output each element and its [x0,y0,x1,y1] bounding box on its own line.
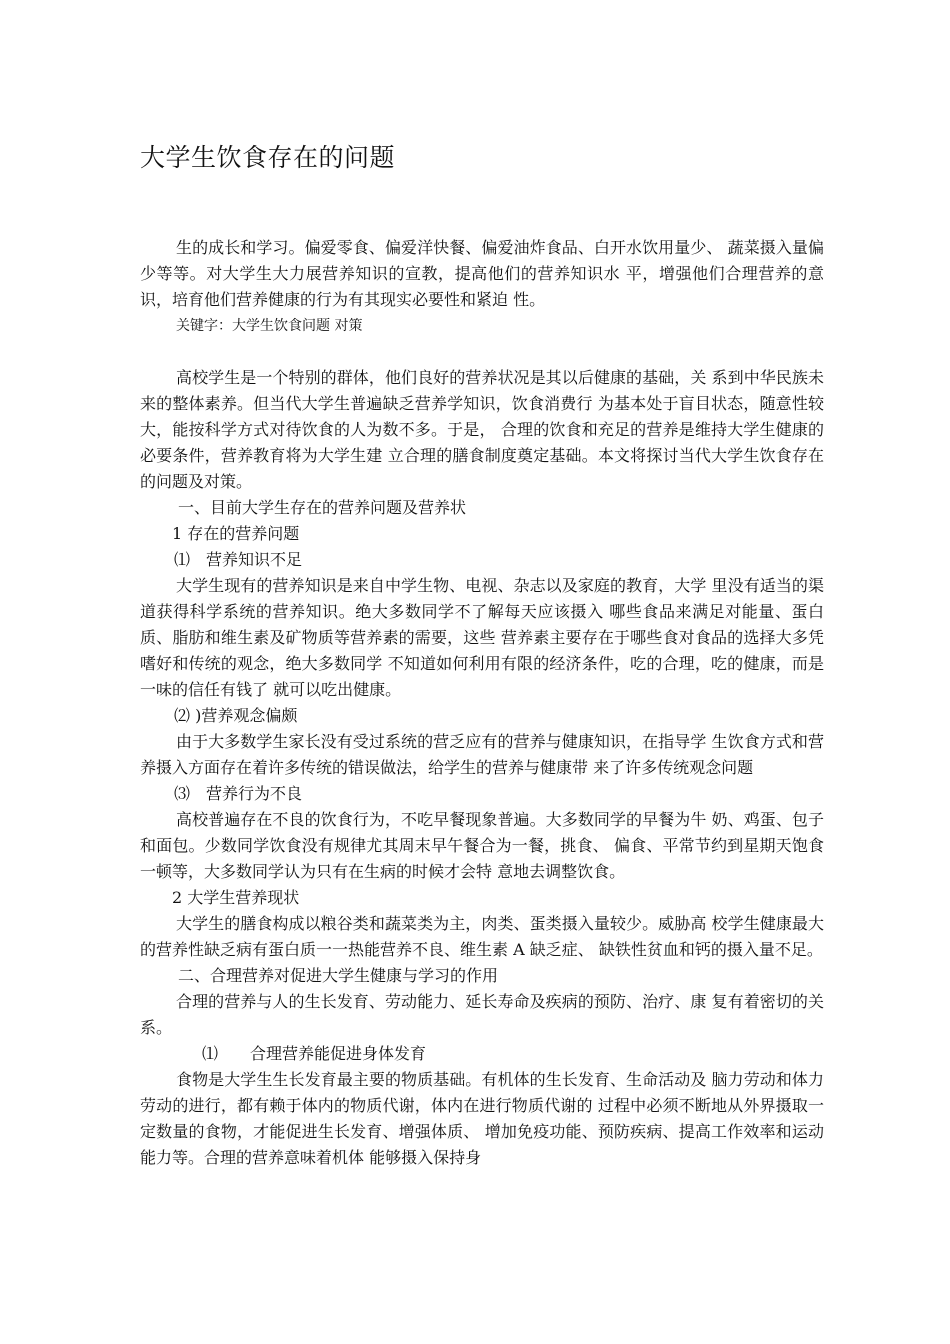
subsection-heading-2: 2 大学生营养现状 [172,888,300,907]
document-title: 大学生饮食存在的问题 [140,143,396,172]
keywords-line: 关键字：大学生饮食问题 对策 [176,318,363,334]
abstract-paragraph: 生的成长和学习。偏爱零食、偏爱洋快餐、偏爱油炸食品、白开水饮用量少、 蔬菜摄入量偏少等等。对大学生大力展营养知识的宣教，提高他们的营养知识水 平，增强他们合理营养的意识，培育他们营养健康的行为有其现实必要性和紧迫 性。 [140,238,824,309]
section-heading-1: 一、目前大学生存在的营养问题及营养状 [178,498,467,517]
spacer [140,339,824,365]
item-paragraph-2: 由于大多数学生家长没有受过系统的营乏应有的营养与健康知识，在指导学 生饮食方式和营养摄入方面存在着许多传统的错误做法，给学生的营养与健康带 来了许多传统观念问题 [140,732,824,777]
section-heading-2: 二、合理营养对促进大学生健康与学习的作用 [178,966,499,985]
item-heading-2: ⑵ )营养观念偏颇 [174,706,298,725]
document-body [140,235,824,1171]
subsection-heading-1: 1 存在的营养问题 [172,524,300,543]
intro-paragraph: 高校学生是一个特别的群体，他们良好的营养状况是其以后健康的基础，关 系到中华民族未来的整体素养。但当代大学生普遍缺乏营养学知识，饮食消费行 为基本处于盲目状态，随意性较大，能按科学方式对待饮食的人为数不多。于是， 合理的饮食和充足的营养是维持大学生健康的必要条件，营养教育将为大学生建 立合理的膳食制度奠定基础。本文将探讨当代大学生饮食存在的问题及对策。 [140,368,824,491]
item-paragraph-1: 大学生现有的营养知识是来自中学生物、电视、杂志以及家庭的教育，大学 里没有适当的渠道获得科学系统的营养知识。绝大多数同学不了解每天应该摄入 哪些食品来满足对能量、蛋白质、脂肪和维生素及矿物质等营养素的需要，这些 营养素主要存在于哪些食对食品的选择大多凭嗜好和传统的观念，绝大多数同学 不知道如何利用有限的经济条件，吃的合理，吃的健康，而是一味的信任有钱了 就可以吃出健康。 [140,576,824,699]
item-heading-s2-1: ⑴ 合理营养能促进身体发育 [202,1044,427,1063]
subsection-paragraph-2: 大学生的膳食构成以粮谷类和蔬菜类为主，肉类、蛋类摄入量较少。威胁高 校学生健康最大的营养性缺乏病有蛋白质一一热能营养不良、维生素 A 缺乏症、 缺铁性贫血和钙的摄入量不足。 [140,914,824,959]
section-paragraph-2: 合理的营养与人的生长发育、劳动能力、延长寿命及疾病的预防、治疗、康 复有着密切的关系。 [140,992,824,1037]
item-paragraph-3: 高校普遍存在不良的饮食行为，不吃早餐现象普遍。大多数同学的早餐为牛 奶、鸡蛋、包子和面包。少数同学饮食没有规律尤其周末早午餐合为一餐，挑食、 偏食、平常节约到星期天饱食一顿等，大多数同学认为只有在生病的时候才会特 意地去调整饮食。 [140,810,824,881]
item-heading-3: ⑶ 营养行为不良 [174,784,303,803]
item-heading-1: ⑴ 营养知识不足 [174,550,303,569]
item-paragraph-s2-1: 食物是大学生生长发育最主要的物质基础。有机体的生长发育、生命活动及 脑力劳动和体力劳动的进行，都有赖于体内的物质代谢，体内在进行物质代谢的 过程中必须不断地从外界摄取一定数量的食物，才能促进生长发育、增强体质、 增加免疫功能、预防疾病、提高工作效率和运动能力等。合理的营养意味着机体 能够摄入保持身 [140,1070,824,1167]
